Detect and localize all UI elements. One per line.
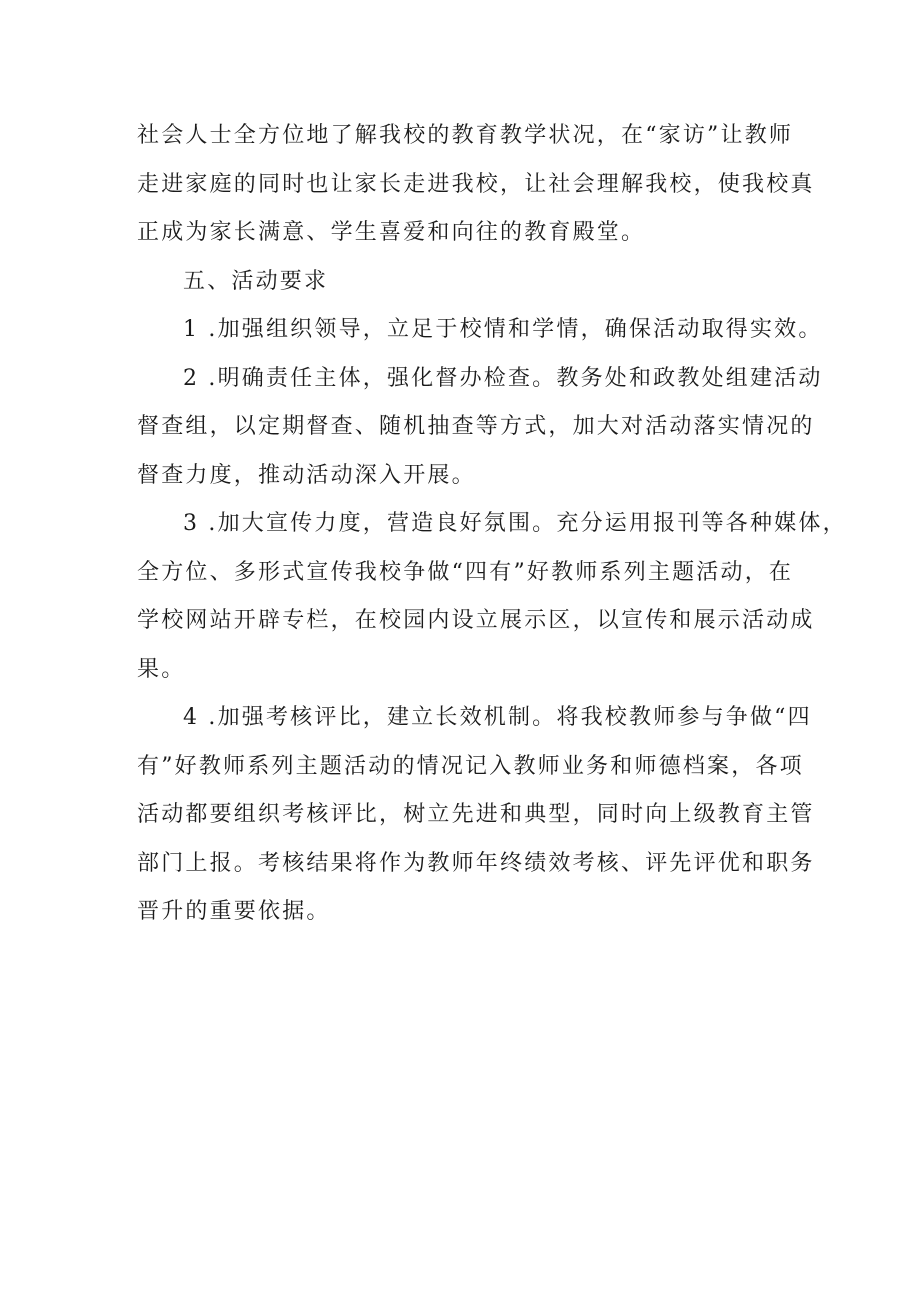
paragraph-line: 活动都要组织考核评比，树立先进和典型，同时向上级教育主管 [137, 802, 815, 827]
paragraph-line: 社会人士全方位地了解我校的教育教学状况，在“家访”让教师 [137, 123, 794, 148]
paragraph-line: 学校网站开辟专栏，在校园内设立展示区，以宣传和展示活动成 [137, 608, 815, 633]
paragraph-line: 有”好教师系列主题活动的情况记入教师业务和师德档案，各项 [137, 753, 804, 779]
paragraph-line: 果。 [137, 656, 186, 682]
document-body [137, 112, 847, 937]
paragraph-line: 3 .加大宣传力度，营造良好氛围。充分运用报刊等各种媒体， [183, 511, 847, 536]
paragraph-line: 晋升的重要依据。 [137, 899, 331, 924]
paragraph-line: 正成为家长满意、学生喜爱和向往的教育殿堂。 [137, 220, 646, 245]
section-heading: 五、活动要求 [183, 268, 329, 294]
paragraph-line: 走进家庭的同时也让家长走进我校，让社会理解我校，使我校真 [137, 171, 815, 197]
paragraph-line: 部门上报。考核结果将作为教师年终绩效考核、评先评优和职务 [137, 850, 815, 876]
paragraph-line: 督查组，以定期督查、随机抽查等方式，加大对活动落实情况的 [137, 414, 815, 439]
paragraph-line: 2 .明确责任主体，强化督办检查。教务处和政教处组建活动 [183, 365, 823, 391]
paragraph-intro-continued [137, 112, 815, 258]
list-item-4 [137, 694, 815, 937]
section-heading-activity-requirements [137, 258, 789, 307]
list-item-2 [137, 355, 823, 501]
list-item-1 [137, 306, 823, 355]
paragraph-line: 督查力度，推动活动深入开展。 [137, 462, 476, 488]
paragraph-line: 1 .加强组织领导，立足于校情和学情，确保活动取得实效。 [183, 317, 823, 342]
paragraph-line: 4 .加强考核评比，建立长效机制。将我校教师参与争做“四 [183, 705, 812, 730]
list-item-3 [137, 500, 847, 694]
paragraph-line: 全方位、多形式宣传我校争做“四有”好教师系列主题活动，在 [137, 559, 794, 585]
